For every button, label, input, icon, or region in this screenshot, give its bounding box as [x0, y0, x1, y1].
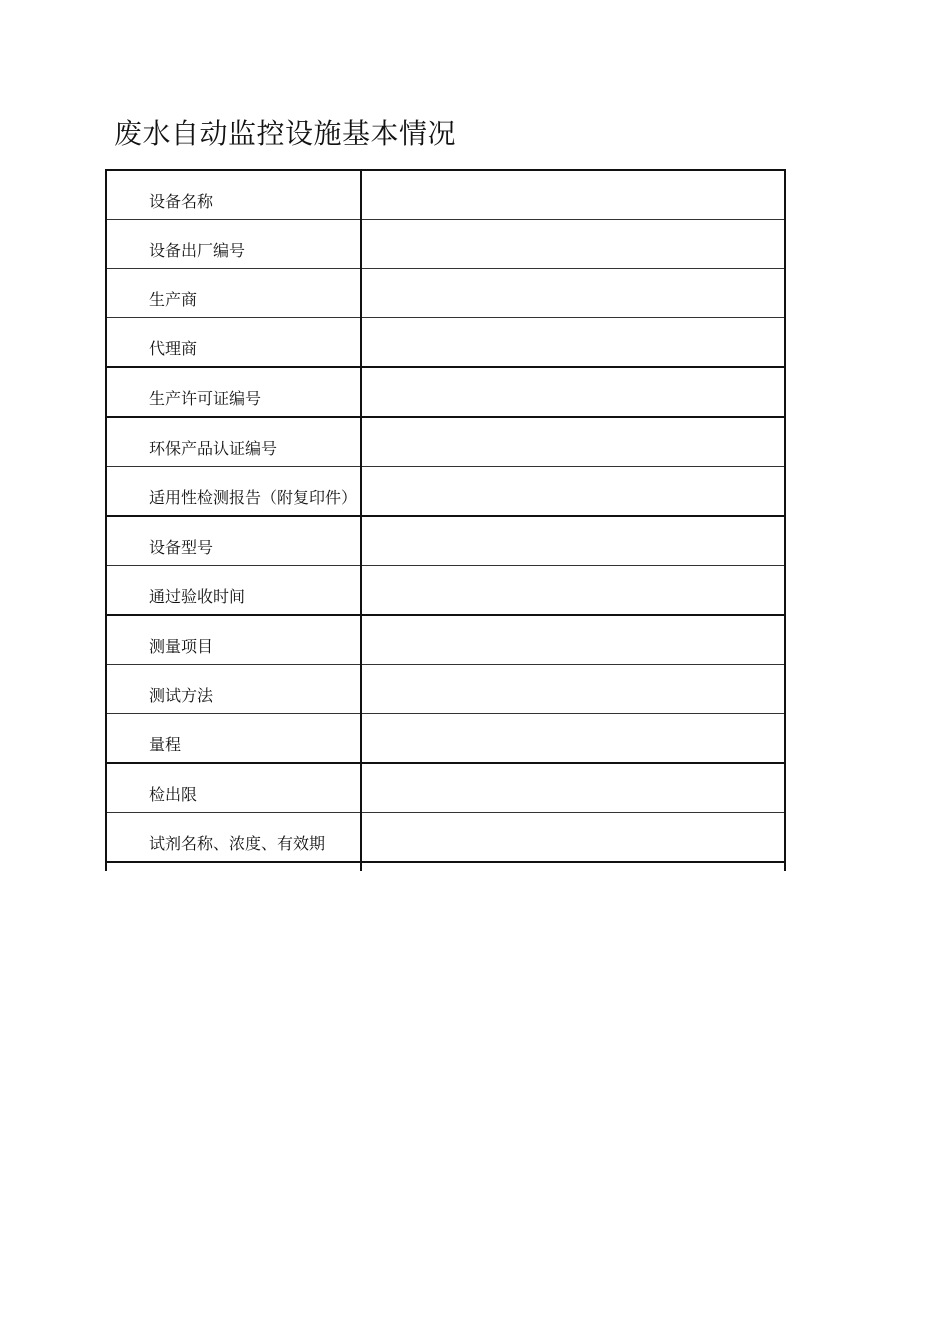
value-cell-detection-limit[interactable] [361, 763, 785, 813]
page-title: 废水自动监控设施基本情况 [114, 117, 457, 150]
table-body [106, 170, 785, 871]
row-label: 生产许可证编号 [149, 388, 262, 408]
value-cell-manufacturer[interactable] [361, 269, 785, 318]
table-row-serial-number [106, 220, 785, 269]
value-cell-acceptance-date[interactable] [361, 566, 785, 616]
continuation-cell [361, 862, 785, 871]
row-label: 生产商 [149, 289, 198, 309]
value-cell-serial-number[interactable] [361, 220, 785, 269]
table-row-reagent-info [106, 813, 785, 863]
row-label: 环保产品认证编号 [149, 438, 278, 458]
row-label: 适用性检测报告（附复印件） [149, 487, 358, 507]
table-row-agent [106, 318, 785, 368]
row-label: 测试方法 [149, 685, 214, 705]
label-cell [106, 566, 361, 616]
row-label: 设备出厂编号 [149, 240, 246, 260]
label-cell [106, 417, 361, 467]
table-row-device-name [106, 170, 785, 220]
row-label: 通过验收时间 [149, 586, 246, 606]
label-cell [106, 615, 361, 665]
label-cell [106, 220, 361, 269]
row-label: 设备型号 [149, 537, 214, 557]
equipment-info-table [105, 169, 786, 871]
table-row-test-method [106, 665, 785, 714]
label-cell [106, 467, 361, 517]
table-row-manufacturer [106, 269, 785, 318]
value-cell-device-name[interactable] [361, 170, 785, 220]
continuation-cell [106, 862, 361, 871]
value-cell-test-method[interactable] [361, 665, 785, 714]
table-row-detection-limit [106, 763, 785, 813]
label-cell [106, 269, 361, 318]
label-cell [106, 318, 361, 368]
label-cell [106, 665, 361, 714]
table-row-eco-certification [106, 417, 785, 467]
value-cell-agent[interactable] [361, 318, 785, 368]
label-cell [106, 367, 361, 417]
label-cell [106, 170, 361, 220]
row-label: 设备名称 [149, 191, 214, 211]
value-cell-production-license[interactable] [361, 367, 785, 417]
value-cell-range[interactable] [361, 714, 785, 764]
label-cell [106, 516, 361, 566]
row-label: 量程 [149, 734, 182, 754]
table-row-range [106, 714, 785, 764]
value-cell-eco-certification[interactable] [361, 417, 785, 467]
table-row-continuation [106, 862, 785, 871]
table-row-applicability-report [106, 467, 785, 517]
value-cell-reagent-info[interactable] [361, 813, 785, 863]
label-cell [106, 763, 361, 813]
row-label: 代理商 [149, 338, 198, 358]
table-row-production-license [106, 367, 785, 417]
value-cell-device-model[interactable] [361, 516, 785, 566]
row-label: 试剂名称、浓度、有效期 [149, 833, 326, 853]
table-row-device-model [106, 516, 785, 566]
value-cell-applicability-report[interactable] [361, 467, 785, 517]
value-cell-measurement-item[interactable] [361, 615, 785, 665]
label-cell [106, 813, 361, 863]
table-row-acceptance-date [106, 566, 785, 616]
row-label: 检出限 [149, 784, 198, 804]
label-cell [106, 714, 361, 764]
row-label: 测量项目 [149, 636, 214, 656]
table-row-measurement-item [106, 615, 785, 665]
